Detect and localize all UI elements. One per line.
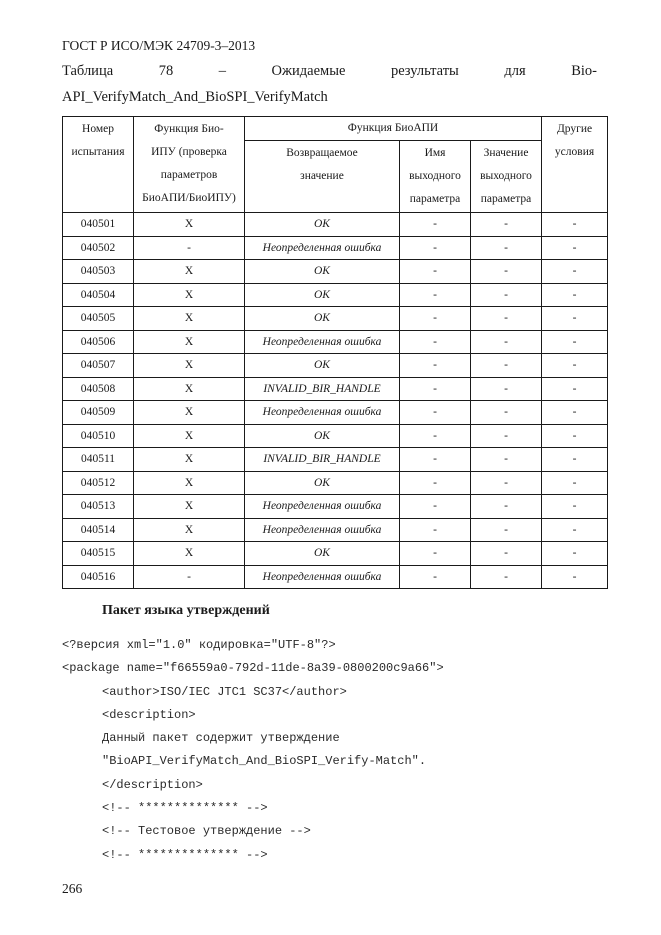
table-caption <box>62 63 597 80</box>
cell-test-number: 040506 <box>63 330 134 354</box>
cell-bsp-function: X <box>134 542 245 566</box>
cell-other-conditions: - <box>542 565 608 589</box>
table-row <box>63 495 608 519</box>
cell-output-param-value: - <box>471 330 542 354</box>
cell-output-param-name: - <box>400 283 471 307</box>
cell-output-param-value: - <box>471 307 542 331</box>
header-output-param-value: Значение выходного параметра <box>471 141 542 213</box>
cell-output-param-value: - <box>471 518 542 542</box>
cell-bsp-function: X <box>134 377 245 401</box>
table-row <box>63 401 608 425</box>
cell-output-param-value: - <box>471 542 542 566</box>
cell-return-value: INVALID_BIR_HANDLE <box>245 377 400 401</box>
table-row <box>63 330 608 354</box>
section-title: Пакет языка утверждений <box>102 603 270 618</box>
cell-output-param-value: - <box>471 354 542 378</box>
cell-bsp-function: X <box>134 354 245 378</box>
cell-bsp-function: X <box>134 283 245 307</box>
table-row <box>63 565 608 589</box>
cell-output-param-value: - <box>471 283 542 307</box>
table-row <box>63 377 608 401</box>
cell-test-number: 040501 <box>63 213 134 237</box>
code-line: <package name="f66559a0-792d-11de-8a39-0800200c9a66"> <box>62 661 444 676</box>
cell-other-conditions: - <box>542 213 608 237</box>
cell-test-number: 040503 <box>63 260 134 284</box>
cell-other-conditions: - <box>542 495 608 519</box>
cell-other-conditions: - <box>542 471 608 495</box>
cell-output-param-value: - <box>471 377 542 401</box>
cell-bsp-function: X <box>134 518 245 542</box>
code-line: </description> <box>102 777 203 792</box>
code-line: <!-- ************** --> <box>102 801 268 816</box>
cell-return-value: Неопределенная ошибка <box>245 518 400 542</box>
cell-other-conditions: - <box>542 330 608 354</box>
cell-return-value: Неопределенная ошибка <box>245 401 400 425</box>
table-row <box>63 260 608 284</box>
cell-output-param-name: - <box>400 518 471 542</box>
cell-test-number: 040515 <box>63 542 134 566</box>
cell-other-conditions: - <box>542 424 608 448</box>
caption-word: Ожидаемые <box>271 63 346 79</box>
cell-output-param-name: - <box>400 213 471 237</box>
cell-other-conditions: - <box>542 377 608 401</box>
cell-other-conditions: - <box>542 518 608 542</box>
caption-word: 78 <box>158 63 174 79</box>
code-line: <author>ISO/IEC JTC1 SC37</author> <box>102 684 347 699</box>
cell-return-value: OK <box>245 260 400 284</box>
cell-output-param-value: - <box>471 260 542 284</box>
cell-bsp-function: X <box>134 213 245 237</box>
code-line: Данный пакет содержит утверждение <box>102 731 340 746</box>
code-line: <description> <box>102 707 196 722</box>
cell-bsp-function: X <box>134 471 245 495</box>
cell-return-value: OK <box>245 542 400 566</box>
cell-test-number: 040511 <box>63 448 134 472</box>
table-row <box>63 283 608 307</box>
cell-output-param-value: - <box>471 495 542 519</box>
caption-word: результаты <box>390 63 459 79</box>
table-row <box>63 542 608 566</box>
cell-test-number: 040504 <box>63 283 134 307</box>
cell-bsp-function: - <box>134 565 245 589</box>
document-header: ГОСТ Р ИСО/МЭК 24709-3–2013 <box>62 38 256 53</box>
cell-bsp-function: X <box>134 401 245 425</box>
xml-code-block <box>62 634 444 867</box>
code-line: "BioAPI_VerifyMatch_And_BioSPI_Verify-Match". <box>102 754 427 769</box>
cell-output-param-value: - <box>471 401 542 425</box>
cell-output-param-name: - <box>400 542 471 566</box>
cell-bsp-function: - <box>134 236 245 260</box>
table-row <box>63 307 608 331</box>
cell-other-conditions: - <box>542 260 608 284</box>
cell-return-value: OK <box>245 213 400 237</box>
cell-output-param-name: - <box>400 330 471 354</box>
cell-bsp-function: X <box>134 307 245 331</box>
cell-bsp-function: X <box>134 330 245 354</box>
table-body <box>63 213 608 589</box>
caption-word: – <box>218 63 226 79</box>
cell-output-param-name: - <box>400 307 471 331</box>
code-line: <!-- Тестовое утверждение --> <box>102 824 311 839</box>
cell-output-param-value: - <box>471 565 542 589</box>
cell-other-conditions: - <box>542 401 608 425</box>
cell-test-number: 040510 <box>63 424 134 448</box>
cell-output-param-value: - <box>471 236 542 260</box>
cell-bsp-function: X <box>134 448 245 472</box>
cell-return-value: OK <box>245 283 400 307</box>
cell-test-number: 040516 <box>63 565 134 589</box>
cell-other-conditions: - <box>542 236 608 260</box>
cell-return-value: Неопределенная ошибка <box>245 495 400 519</box>
cell-return-value: Неопределенная ошибка <box>245 565 400 589</box>
cell-output-param-name: - <box>400 236 471 260</box>
header-api-function: Функция БиоАПИ <box>245 117 542 141</box>
cell-return-value: OK <box>245 471 400 495</box>
header-test-number: Номер испытания <box>63 117 134 213</box>
table-caption-continued: API_VerifyMatch_And_BioSPI_VerifyMatch <box>62 89 328 105</box>
caption-word: Bio- <box>571 63 597 79</box>
cell-test-number: 040513 <box>63 495 134 519</box>
cell-output-param-name: - <box>400 448 471 472</box>
table-row <box>63 518 608 542</box>
cell-other-conditions: - <box>542 542 608 566</box>
header-other-conditions: Другие условия <box>542 117 608 213</box>
cell-return-value: OK <box>245 424 400 448</box>
cell-test-number: 040502 <box>63 236 134 260</box>
cell-test-number: 040507 <box>63 354 134 378</box>
cell-output-param-name: - <box>400 377 471 401</box>
code-line: <!-- ************** --> <box>102 847 268 862</box>
cell-output-param-value: - <box>471 424 542 448</box>
cell-test-number: 040505 <box>63 307 134 331</box>
header-return-value: Возвращаемое значение <box>245 141 400 213</box>
cell-test-number: 040512 <box>63 471 134 495</box>
cell-return-value: OK <box>245 307 400 331</box>
cell-return-value: Неопределенная ошибка <box>245 236 400 260</box>
page-number: 266 <box>62 881 83 896</box>
cell-output-param-name: - <box>400 424 471 448</box>
cell-other-conditions: - <box>542 354 608 378</box>
table-row <box>63 448 608 472</box>
cell-output-param-name: - <box>400 495 471 519</box>
table-row <box>63 424 608 448</box>
table-row <box>63 213 608 237</box>
caption-word: Таблица <box>62 63 114 79</box>
cell-output-param-name: - <box>400 260 471 284</box>
cell-output-param-value: - <box>471 471 542 495</box>
expected-results-table <box>62 116 608 589</box>
cell-test-number: 040514 <box>63 518 134 542</box>
cell-bsp-function: X <box>134 260 245 284</box>
cell-return-value: INVALID_BIR_HANDLE <box>245 448 400 472</box>
cell-output-param-name: - <box>400 354 471 378</box>
cell-return-value: Неопределенная ошибка <box>245 330 400 354</box>
cell-bsp-function: X <box>134 495 245 519</box>
cell-output-param-value: - <box>471 448 542 472</box>
cell-other-conditions: - <box>542 448 608 472</box>
cell-return-value: OK <box>245 354 400 378</box>
cell-other-conditions: - <box>542 307 608 331</box>
cell-other-conditions: - <box>542 283 608 307</box>
cell-output-param-name: - <box>400 565 471 589</box>
cell-output-param-value: - <box>471 213 542 237</box>
cell-test-number: 040508 <box>63 377 134 401</box>
code-line: <?версия xml="1.0" кодировка="UTF-8"?> <box>62 638 336 652</box>
table-row <box>63 354 608 378</box>
cell-output-param-name: - <box>400 401 471 425</box>
header-bsp-function: Функция Био- ИПУ (проверка параметров БиоАПИ/БиоИПУ) <box>134 117 245 213</box>
cell-output-param-name: - <box>400 471 471 495</box>
header-output-param-name: Имя выходного параметра <box>400 141 471 213</box>
caption-word: для <box>504 63 526 79</box>
table-row <box>63 236 608 260</box>
cell-bsp-function: X <box>134 424 245 448</box>
cell-test-number: 040509 <box>63 401 134 425</box>
table-row <box>63 471 608 495</box>
